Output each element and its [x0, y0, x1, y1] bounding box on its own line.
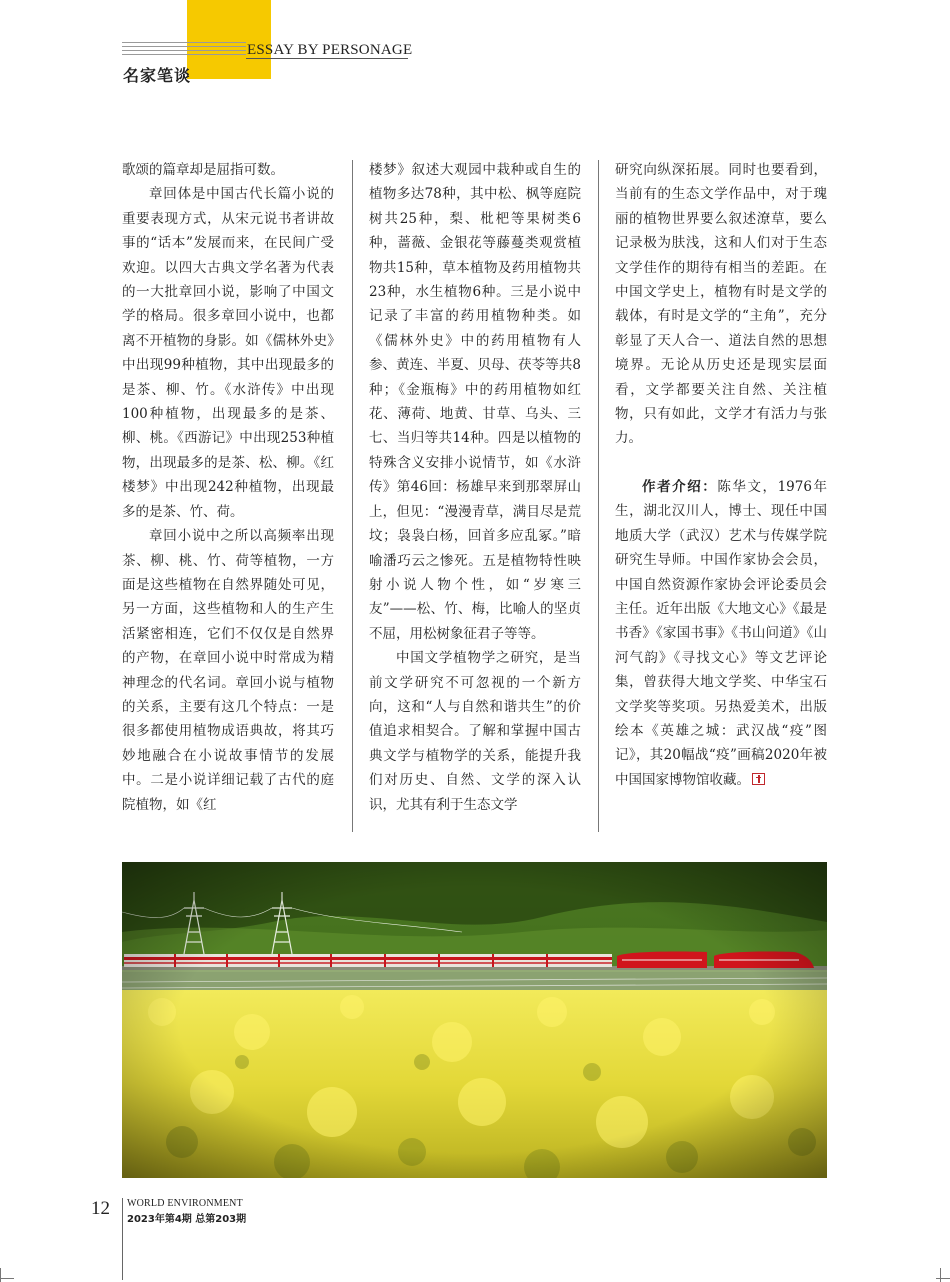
article-column-1 — [122, 158, 334, 817]
magazine-name: WORLD ENVIRONMENT — [127, 1198, 243, 1209]
paragraph: 章回小说中之所以高频率出现茶、柳、桃、竹、荷等植物，一方面是这些植物在自然界随处可见，另一方面，这些植物和人的生产生活紧密相连，它们不仅仅是自然界的产物，在章回小说中时常成为精神理念的代名词。章回小说与植物的关系，主要有这几个特点：一是很多都使用植物成语典故，将其巧妙地融合在小说故事情节的发展中。二是小说详细记载了古代的庭院植物，如《红 — [122, 528, 334, 813]
end-mark-icon — [752, 773, 765, 785]
crop-mark — [936, 1278, 950, 1279]
issue-info: 2023年第4期 总第203期 — [127, 1214, 247, 1225]
crop-mark — [0, 1268, 1, 1282]
article-column-3 — [615, 158, 827, 792]
crop-mark — [0, 1278, 14, 1279]
paragraph: 中国文学植物学之研究，是当前文学研究不可忽视的一个新方向，这和“人与自然和谐共生”的价值追求相契合。了解和掌握中国古典文学与植物学的关系，能提升我们对历史、自然、文学的深入认识，尤其有利于生态文学 — [369, 650, 581, 813]
paragraph: 楼梦》叙述大观园中栽种或自生的植物多达78种，其中松、枫等庭院树共25种，梨、枇杷等果树类6种，蔷薇、金银花等藤蔓类观赏植物共15种，草本植物及药用植物共23种，水生植物6种。三是小说中记录了丰富的药用植物种类。如《儒林外史》中的药用植物有人参、黄连、半夏、贝母、茯苓等共8种；《金瓶梅》中的药用植物如红花、薄荷、地黄、甘草、乌头、三七、当归等共14种。四是以植物的特殊含义安排小说情节，如《水浒传》第46回：杨雄早来到那翠屏山上，但见：“漫漫青草，满目尽是荒坟；袅袅白杨，回首多应乱冢。”暗喻潘巧云之惨死。五是植物特性映射小说人物个性，如“岁寒三友”——松、竹、梅，比喻人的坚贞不屈，用松树象征君子等等。 — [369, 162, 581, 642]
page-number: 12 — [91, 1198, 110, 1219]
author-bio — [615, 475, 827, 792]
author-label: 作者介绍： — [642, 478, 718, 495]
author-bio-text: 陈华文，1976年生，湖北汉川人，博士、现任中国地质大学（武汉）艺术与传媒学院研究生导师。中国作家协会会员，中国自然资源作家协会评论委员会主任。近年出版《大地文心》《最是书香》《家国书事》《书山问道》《山河气韵》《寻找文心》等文艺评论集，曾获得大地文学奖、中华宝石文学奖等奖项。另热爱美术，出版绘本《英雄之城：武汉战“疫”图记》，其20幅战“疫”画稿2020年被中国国家博物馆收藏。 — [615, 478, 828, 788]
section-title-cn: 名家笔谈 — [123, 66, 192, 85]
paragraph: 章回体是中国古代长篇小说的重要表现方式，从宋元说书者讲故事的“话本”发展而来，在民间广受欢迎。以四大古典文学名著为代表的一大批章回小说，影响了中国文学的格局。很多章回小说中，也都离不开植物的身影。如《儒林外史》中出现99种植物，其中出现最多的是茶、柳、竹。《水浒传》中出现100种植物，出现最多的是茶、柳、桃。《西游记》中出现253种植物，出现最多的是茶、松、柳。《红楼梦》中出现242种植物，出现最多的是茶、竹、荷。 — [122, 186, 334, 520]
paragraph: 研究向纵深拓展。同时也要看到，当前有的生态文学作品中，对于瑰丽的植物世界要么叙述潦草，要么记录极为肤浅，这和人们对于生态文学佳作的期待有相当的差距。在中国文学史上，植物有时是文学的载体，有时是文学的“主角”，充分彰显了天人合一、道法自然的思想境界。无论从历史还是现实层面看，文学都要关注自然、关注植物，只有如此，文学才有活力与张力。 — [615, 162, 827, 447]
paragraph: 歌颂的篇章却是屈指可数。 — [122, 162, 284, 178]
column-divider — [352, 160, 353, 832]
header-decorative-lines — [122, 42, 246, 58]
footer-rule — [122, 1198, 123, 1280]
column-divider — [598, 160, 599, 832]
header-accent-block — [187, 0, 271, 79]
photo-illustration — [122, 862, 827, 1178]
crop-mark — [940, 1268, 941, 1282]
section-title-en: ESSAY BY PERSONAGE — [247, 42, 413, 58]
article-column-2 — [369, 158, 581, 817]
photo-train-rapeseed-field — [122, 862, 827, 1178]
